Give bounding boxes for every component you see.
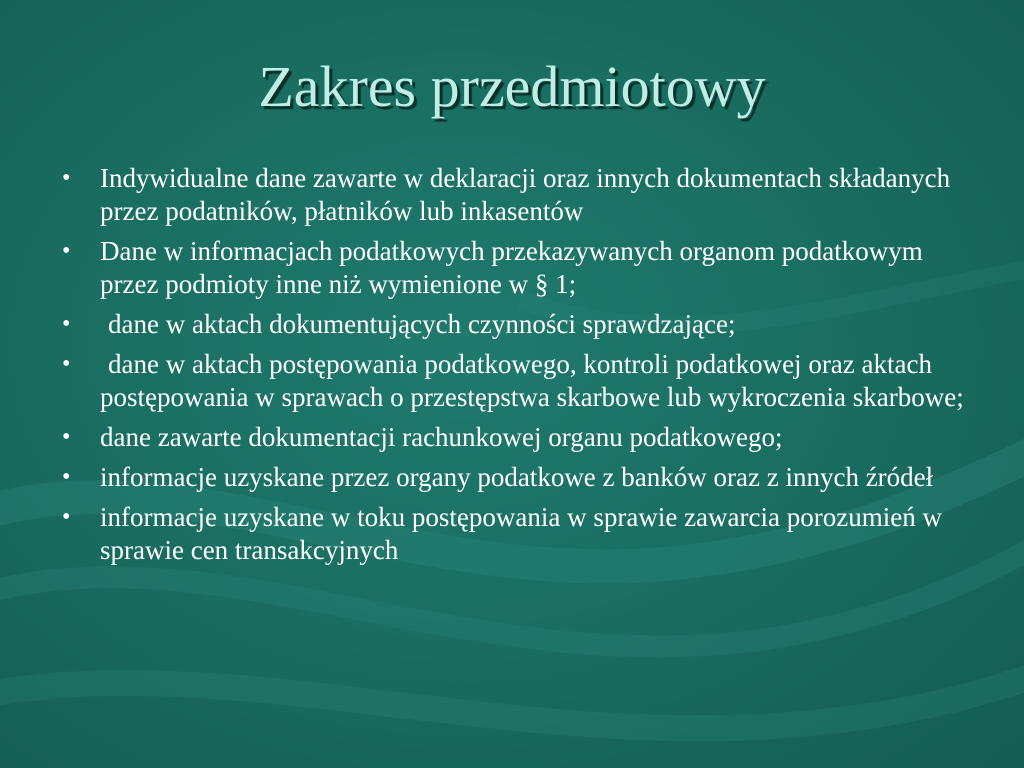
bullet-dot-icon: •	[62, 464, 71, 490]
bullet-dot-icon: •	[62, 424, 71, 450]
bullet-text: Indywidualne dane zawarte w deklaracji oraz innych dokumentach składanych przez podatników, płatników lub inkasentów	[100, 163, 951, 226]
bullet-dot-icon: •	[62, 351, 71, 377]
bullet-text: informacje uzyskane przez organy podatkowe z banków oraz z innych źródeł	[100, 462, 934, 492]
bullet-text: Dane w informacjach podatkowych przekazywanych organom podatkowym przez podmioty inne niż wymienione w § 1;	[100, 236, 923, 299]
bullet-list	[60, 162, 965, 574]
bullet-dot-icon: •	[62, 238, 71, 264]
bullet-item	[60, 461, 965, 494]
bullet-dot-icon: •	[62, 311, 71, 337]
bullet-text-content: dane w aktach postępowania podatkowego, kontroli podatkowej oraz aktach postępowania w sprawach o przestępstwa skarbowe lub wykroczenia skarbowe;	[100, 349, 964, 412]
bullet-text	[100, 349, 964, 412]
bullet-text	[100, 309, 735, 339]
bullet-item	[60, 421, 965, 454]
bullet-item	[60, 348, 965, 414]
bullet-item	[60, 162, 965, 228]
bullet-text: informacje uzyskane w toku postępowania w sprawie zawarcia porozumień w sprawie cen transakcyjnych	[100, 502, 942, 565]
bullet-dot-icon: •	[62, 165, 71, 191]
bullet-item	[60, 308, 965, 341]
swoosh-curve-4	[0, 660, 1024, 728]
bullet-item	[60, 501, 965, 567]
bullet-item	[60, 235, 965, 301]
bullet-dot-icon: •	[62, 504, 71, 530]
bullet-text: dane zawarte dokumentacji rachunkowej organu podatkowego;	[100, 422, 783, 452]
slide-title: Zakres przedmiotowy	[258, 54, 766, 119]
bullet-text-content: dane w aktach dokumentujących czynności sprawdzające;	[108, 309, 736, 339]
